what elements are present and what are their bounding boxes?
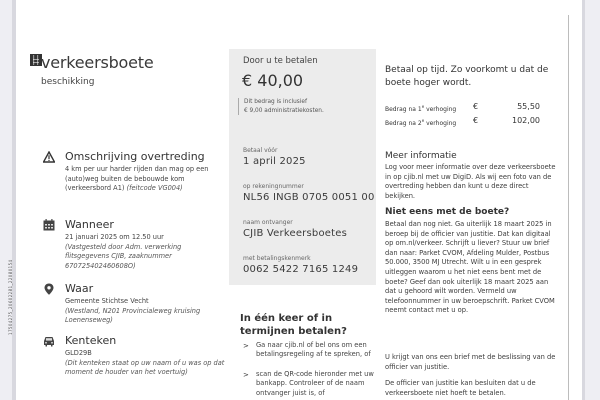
fee-row-first-increase: [385, 103, 555, 113]
due-date-label: Betaal vóór: [243, 147, 278, 154]
payment-note-line2: € 9,00 administratiekosten.: [244, 107, 324, 114]
more-info-title: Meer informatie: [385, 151, 457, 161]
decision-letter-body: U krijgt van ons een brief met de beslissing van de officier van justitie.: [385, 353, 556, 371]
payment-reference-value: 0062 5422 7165 1249: [243, 264, 359, 275]
payment-note: [238, 98, 324, 115]
payment-reference-label: met betalingskenmerk: [243, 255, 311, 262]
warning-triangle-icon: [43, 151, 55, 163]
document-title: verkeersboete: [41, 53, 154, 72]
license-plate-value: GLD29B: [65, 349, 92, 357]
bullet-marker: >: [243, 371, 249, 379]
fee-amount: 102,00: [512, 116, 540, 125]
payment-note-line1: Dit bedrag is inclusief: [244, 99, 308, 105]
fee-amount: 55,50: [517, 102, 540, 111]
page-right-rule: [568, 15, 569, 400]
recipient-name-value: CJIB Verkeersboetes: [243, 228, 348, 239]
violation-description-title: Omschrijving overtreding: [65, 150, 205, 163]
fee-row-second-increase: [385, 117, 555, 127]
payment-amount: € 40,00: [242, 71, 304, 90]
violation-description-text: 4 km per uur harder rijden dan mag op een (auto)weg buiten de bebouwde kom (verkeersbord A1): [65, 165, 209, 193]
map-pin-icon: [43, 283, 55, 295]
fee-label: Bedrag na 2e verhoging: [385, 118, 457, 127]
decision-possible-body: De officier van justitie kan besluiten dat u de verkeersboete niet hoeft te betalen.: [385, 379, 536, 397]
disagree-title: Niet eens met de boete?: [385, 207, 510, 217]
bullet-marker: >: [243, 342, 249, 350]
violation-location-note: (Westland, N201 Provincialeweg kruising Loenenseweg): [65, 306, 201, 325]
account-number-label: op rekeningnummer: [243, 183, 304, 190]
violation-datetime: 21 januari 2025 om 12.50 uur: [65, 233, 164, 241]
fee-currency: €: [473, 102, 479, 111]
document-subtitle: beschikking: [41, 77, 95, 87]
disagree-body: Betaal dan nog niet. Ga uiterlijk 18 maart 2025 in beroep bij de officier van justitie. Dat kan digitaal op om.nl/verkeer. Schrijft u liever? Stuur uw brief dan naar: Parket CVOM, Afdeling Mulder, Postbus 50.000, 3500 MJ Utrecht. Wilt u in een gesprek uitleggen waarom u het niet eens bent met de boete? Geef dan ook uiterlijk 18 maart 2025 aan dat u gehoord wilt worden. Vermeld uw telefoonnummer in uw beroepschrift. Parket CVOM neemt contact met u op.: [385, 220, 555, 315]
recipient-name-label: naam ontvanger: [243, 219, 293, 226]
license-plate-note: (Dit kenteken staat op uw naam of u was op dat moment de houder van het voertuig): [65, 358, 225, 377]
fee-label: Bedrag na 1e verhoging: [385, 104, 457, 113]
fee-currency: €: [473, 116, 479, 125]
violation-description-body: [65, 165, 225, 194]
violation-municipality: Gemeente Stichtse Vecht: [65, 297, 149, 305]
calendar-icon: [43, 219, 55, 231]
payment-label: Door u te betalen: [243, 56, 318, 66]
violation-when-note: (Vastgesteld door Adm. verwerking flitsgegevens CJIB, zaaknummer 670725402460608O): [65, 242, 182, 270]
installments-bullet-2: scan de QR-code hieronder met uw bankapp. Controleer of de naam ontvanger juist is, of: [256, 370, 374, 397]
violation-code: (feitcode VG004): [126, 184, 183, 193]
license-plate-title: Kenteken: [65, 334, 117, 347]
account-number-value: NL56 INGB 0705 0051 00: [243, 192, 375, 203]
pay-on-time-warning: Betaal op tijd. Zo voorkomt u dat de boete hoger wordt.: [385, 65, 549, 88]
violation-when-body: [65, 233, 225, 271]
violation-where-title: Waar: [65, 282, 94, 295]
violation-where-body: [65, 297, 225, 326]
license-plate-body: [65, 349, 225, 378]
side-document-code: 17504275_20602281_22080154: [8, 259, 13, 335]
due-date-value: 1 april 2025: [243, 156, 306, 167]
violation-when-title: Wanneer: [65, 218, 114, 231]
car-icon: [43, 335, 55, 347]
installments-bullet-1: Ga naar cjib.nl of bel ons om een betalingsregeling af te spreken, of: [256, 341, 371, 359]
viewer-margin-right: [584, 0, 600, 400]
more-info-body: Log voor meer informatie over deze verkeersboete in op cjib.nl met uw DigiD. Als wij een foto van de overtreding hebben dan kunt u deze direct bekijken.: [385, 163, 556, 200]
installments-title: In één keer of in termijnen betalen?: [240, 313, 347, 337]
